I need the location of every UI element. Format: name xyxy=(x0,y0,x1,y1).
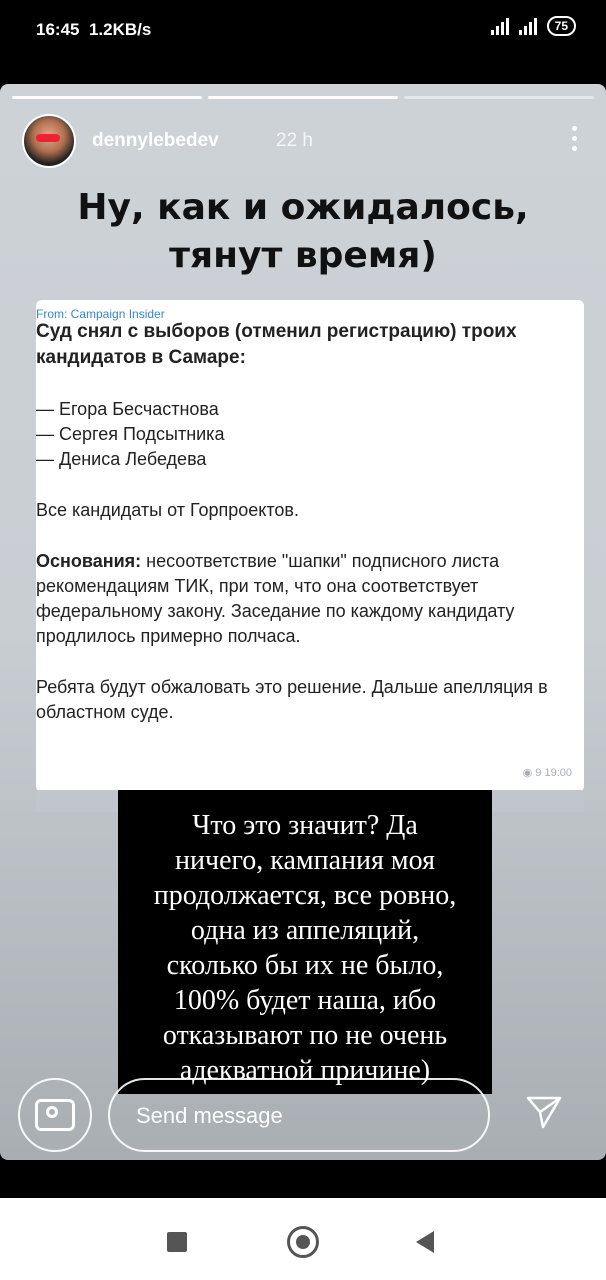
headline-line-1: Ну, как и ожидалось, xyxy=(77,187,529,228)
appeal-text: Ребята будут обжаловать это решение. Дальше апелляция в областном суде. xyxy=(36,677,548,722)
caption-line: отказывают по не очень xyxy=(162,1020,448,1051)
caption-line: сколько бы их не было, xyxy=(166,950,444,981)
caption-line: одна из аппеляций, xyxy=(190,915,420,946)
forwarded-message xyxy=(36,300,584,792)
story-time: 22 h xyxy=(276,130,313,151)
headline-line-2: тянут время) xyxy=(169,235,437,276)
progress-segment xyxy=(12,96,202,99)
reason-label: Основания: xyxy=(36,551,142,571)
caption-line: ничего, кампания моя xyxy=(175,845,435,876)
reason-paragraph xyxy=(36,549,576,649)
caption-line: Что это значит? Да xyxy=(192,810,418,841)
message-body xyxy=(36,319,576,725)
recents-button[interactable] xyxy=(167,1232,187,1252)
story-username[interactable]: dennylebedev xyxy=(92,130,219,151)
avatar[interactable] xyxy=(22,114,76,168)
send-message-placeholder: Send message xyxy=(136,1103,283,1128)
send-message-input[interactable] xyxy=(108,1078,490,1152)
post-time: 19:00 xyxy=(544,767,572,779)
net-speed: 1.2KB/s xyxy=(88,20,152,39)
story-progress xyxy=(12,96,594,99)
caption-line: адекватной причине) xyxy=(179,1055,431,1086)
message-meta xyxy=(523,761,572,786)
more-options-icon[interactable] xyxy=(572,126,578,151)
back-button[interactable] xyxy=(416,1231,434,1253)
signal-icon-2 xyxy=(519,17,537,35)
story-view[interactable] xyxy=(0,84,606,1160)
progress-segment xyxy=(404,96,594,99)
camera-icon xyxy=(35,1099,75,1131)
story-headline xyxy=(0,184,606,280)
home-button[interactable] xyxy=(287,1226,319,1258)
all-candidates-text: Все кандидаты от Горпроектов. xyxy=(36,500,299,520)
views-count: 9 xyxy=(535,767,542,779)
message-from: From: Campaign Insider xyxy=(36,307,165,321)
views-icon: ◉ xyxy=(522,767,533,779)
story-caption xyxy=(118,790,492,1094)
status-icons xyxy=(491,16,576,36)
direct-send-icon[interactable] xyxy=(526,1094,562,1130)
signal-icon xyxy=(491,17,509,35)
battery-icon: 75 xyxy=(547,16,576,36)
android-nav-bar xyxy=(0,1198,606,1280)
candidate-item: — Егора Бесчастнова xyxy=(36,399,219,419)
caption-line: 100% будет наша, ибо xyxy=(173,985,437,1016)
status-time: 16:45 1.2KB/s xyxy=(36,20,152,39)
status-bar xyxy=(0,0,606,60)
caption-line: продолжается, все ровно, xyxy=(153,880,457,911)
reason-text: несоответствие "шапки" подписного листа рекомендациям ТИК, при том, что она соответствует федеральному закону. Заседание по каждому кандидату продлилось примерно полчаса. xyxy=(36,551,515,646)
progress-segment xyxy=(208,96,398,99)
message-lead: Суд снял с выборов (отменил регистрацию) троих кандидатов в Самаре: xyxy=(36,321,517,368)
candidate-item: — Сергея Подсытника xyxy=(36,424,225,444)
candidate-item: — Дениса Лебедева xyxy=(36,449,207,469)
camera-button[interactable] xyxy=(18,1078,92,1152)
